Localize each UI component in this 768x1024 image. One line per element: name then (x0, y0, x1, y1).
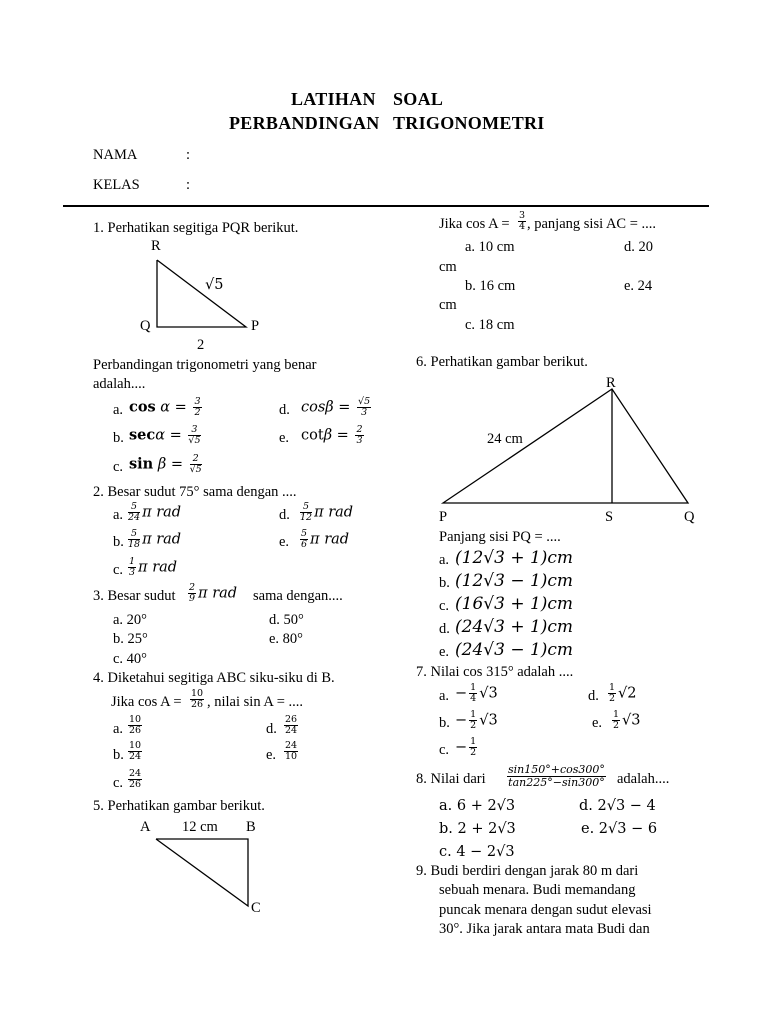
colon-kelas: : (186, 177, 191, 193)
q7-opt-c: − $\frac{1}{2}$ (455, 736, 477, 758)
q7-opt-d-label: d. (588, 688, 599, 704)
q5-opt-d: d. 20 (624, 239, 653, 255)
q8-numerator: sin150°+cos300° (508, 763, 605, 776)
q1-label-p: P (251, 318, 260, 334)
title-soal: SOAL (393, 89, 444, 109)
q2-opt-c: $\frac{1}{3}$ π rad (129, 556, 178, 578)
q7-text: 7. Nilai cos 315° adalah .... (416, 664, 574, 680)
q6-opt-b: (12√3 − 1)cm (455, 571, 574, 591)
q4-opt-a-label: a. (113, 721, 124, 737)
q3-opt-b: b. 25° (113, 631, 148, 647)
q5-label-b: B (246, 819, 256, 835)
q6-text: 6. Perhatikan gambar berikut. (416, 354, 588, 370)
q6-triangle (0, 0, 1, 1)
title-perbandingan: PERBANDINGAN (229, 113, 380, 133)
q4-opt-e-label: e. (266, 747, 277, 763)
label-nama: NAMA (93, 147, 138, 163)
q4-opt-c-label: c. (113, 775, 124, 791)
q2-opt-b-label: b. (113, 534, 124, 550)
title-latihan: LATIHAN (291, 89, 376, 109)
q6-opt-a-label: a. (439, 552, 450, 568)
q2-opt-d-label: d. (279, 507, 290, 523)
q3-opt-a: a. 20° (113, 612, 147, 628)
q4-opt-c: $\frac{24}{26}$ (129, 768, 142, 790)
q5-opt-e: e. 24 (624, 278, 653, 294)
q8-text-pre: 8. Nilai dari (416, 771, 486, 787)
q1-opt-e: cotβ = $\frac{2}{3}$ (301, 424, 363, 446)
q2-opt-e-label: e. (279, 534, 290, 550)
q5-label-a: A (140, 819, 151, 835)
q3-opt-c: c. 40° (113, 651, 147, 667)
q8-expression (505, 764, 608, 788)
q6-label-s: S (605, 509, 614, 525)
q1-label-base: 2 (197, 337, 205, 353)
q1-opt-a: cos α = $\frac{3}{2}$ (129, 396, 201, 418)
title-trigonometri: TRIGONOMETRI (393, 113, 545, 133)
q7-opt-b-label: b. (439, 715, 450, 731)
q4-opt-e: $\frac{24}{10}$ (285, 740, 298, 762)
q1-opt-c-label: c. (113, 459, 124, 475)
q6-ask: Panjang sisi PQ = .... (439, 529, 561, 545)
q1-opt-e-label: e. (279, 430, 290, 446)
q1-opt-b: secα = $\frac{3}{√5}$ (129, 424, 201, 446)
q2-opt-c-label: c. (113, 562, 124, 578)
label-kelas: KELAS (93, 177, 140, 193)
q6-label-p: P (439, 509, 448, 525)
q2-opt-d: $\frac{5}{12}$ π rad (300, 501, 354, 523)
q5-label-c: C (251, 900, 261, 916)
q5-jika-pre: Jika cos A = (439, 216, 510, 232)
q2-opt-a-label: a. (113, 507, 124, 523)
q7-opt-e: $\frac{1}{2}$ √3 (613, 709, 641, 731)
colon-nama: : (186, 147, 191, 163)
q1-stem-2: adalah.... (93, 376, 146, 392)
q9-line-3: puncak menara dengan sudut elevasi (439, 902, 652, 918)
q6-opt-e: (24√3 − 1)cm (455, 640, 574, 660)
q3-opt-d: d. 50° (269, 612, 304, 628)
q7-opt-d: $\frac{1}{2}$ √2 (609, 682, 637, 704)
q1-opt-b-label: b. (113, 430, 124, 446)
q3-opt-e: e. 80° (269, 631, 303, 647)
q8-opt-e: e. 2√3 − 6 (581, 821, 658, 837)
q7-opt-c-label: c. (439, 742, 450, 758)
q5-opt-d-unit: cm (439, 259, 457, 275)
q6-opt-d: (24√3 + 1)cm (455, 617, 574, 637)
q5-opt-e-unit: cm (439, 297, 457, 313)
q8-text-post: adalah.... (617, 771, 670, 787)
q8-opt-c: c. 4 − 2√3 (439, 844, 515, 860)
q5-cos-frac: $\frac{3}{4}$ (519, 210, 526, 232)
q1-opt-a-label: a. (113, 402, 124, 418)
q6-opt-a: (12√3 + 1)cm (455, 548, 574, 568)
q1-label-q: Q (140, 318, 151, 334)
q3-text-post: sama dengan.... (253, 588, 343, 604)
q5-jika-post: , panjang sisi AC = .... (527, 216, 657, 232)
q6-label-q: Q (684, 509, 695, 525)
q6-opt-c-label: c. (439, 598, 450, 614)
header-divider (63, 205, 709, 207)
q8-opt-d: d. 2√3 − 4 (579, 798, 656, 814)
q2-text: 2. Besar sudut 75° sama dengan .... (93, 484, 297, 500)
q4-opt-d-label: d. (266, 721, 277, 737)
q2-opt-b: $\frac{5}{18}$ π rad (128, 528, 182, 550)
q8-denominator: tan225°−sin300° (508, 775, 605, 789)
q1-opt-d: cosβ = $\frac{√5}{3}$ (301, 396, 371, 418)
q5-label-ab: 12 cm (182, 819, 218, 835)
q6-opt-d-label: d. (439, 621, 450, 637)
q7-opt-b: − $\frac{1}{2}$ √3 (455, 709, 498, 731)
q2-opt-a: $\frac{5}{24}$ π rad (128, 501, 182, 523)
q4-opt-b-label: b. (113, 747, 124, 763)
q4-cos-frac: $\frac{10}{26}$ (191, 688, 204, 710)
q6-opt-c: (16√3 + 1)cm (455, 594, 574, 614)
q7-opt-e-label: e. (592, 715, 603, 731)
q5-opt-b: b. 16 cm (465, 278, 516, 294)
q4-opt-a: $\frac{10}{26}$ (129, 714, 142, 736)
q9-line-2: sebuah menara. Budi memandang (439, 882, 636, 898)
q8-opt-b: b. 2 + 2√3 (439, 821, 516, 837)
q5-opt-c: c. 18 cm (465, 317, 515, 333)
q4-opt-d: $\frac{26}{24}$ (285, 714, 298, 736)
q9-line-1: 9. Budi berdiri dengan jarak 80 m dari (416, 863, 639, 879)
q1-label-r: R (151, 238, 161, 254)
q6-label-pr: 24 cm (487, 431, 523, 447)
q4-text: 4. Diketahui segitiga ABC siku-siku di B. (93, 670, 335, 686)
q4-jika-pre: Jika cos A = (111, 694, 182, 710)
q1-opt-d-label: d. (279, 402, 290, 418)
q4-opt-b: $\frac{10}{24}$ (129, 740, 142, 762)
q6-opt-e-label: e. (439, 644, 450, 660)
q1-text: 1. Perhatikan segitiga PQR berikut. (93, 220, 299, 236)
q5-opt-a: a. 10 cm (465, 239, 515, 255)
q5-text: 5. Perhatikan gambar berikut. (93, 798, 265, 814)
q4-jika-post: , nilai sin A = .... (207, 694, 303, 710)
q2-opt-e: $\frac{5}{6}$ π rad (301, 528, 350, 550)
q8-opt-a: a. 6 + 2√3 (439, 798, 516, 814)
q6-opt-b-label: b. (439, 575, 450, 591)
q1-stem-1: Perbandingan trigonometri yang benar (93, 357, 317, 373)
q6-label-r: R (606, 375, 616, 391)
q1-opt-c: sin β = $\frac{2}{√5}$ (129, 453, 202, 475)
q9-line-4: 30°. Jika jarak antara mata Budi dan (439, 921, 650, 937)
q3-text-pre: 3. Besar sudut (93, 588, 176, 604)
q7-opt-a: − $\frac{1}{4}$ √3 (455, 682, 498, 704)
q1-label-hyp: √5 (205, 277, 224, 293)
q3-angle: $\frac{2}{9}$ π rad (189, 582, 238, 604)
q7-opt-a-label: a. (439, 688, 450, 704)
